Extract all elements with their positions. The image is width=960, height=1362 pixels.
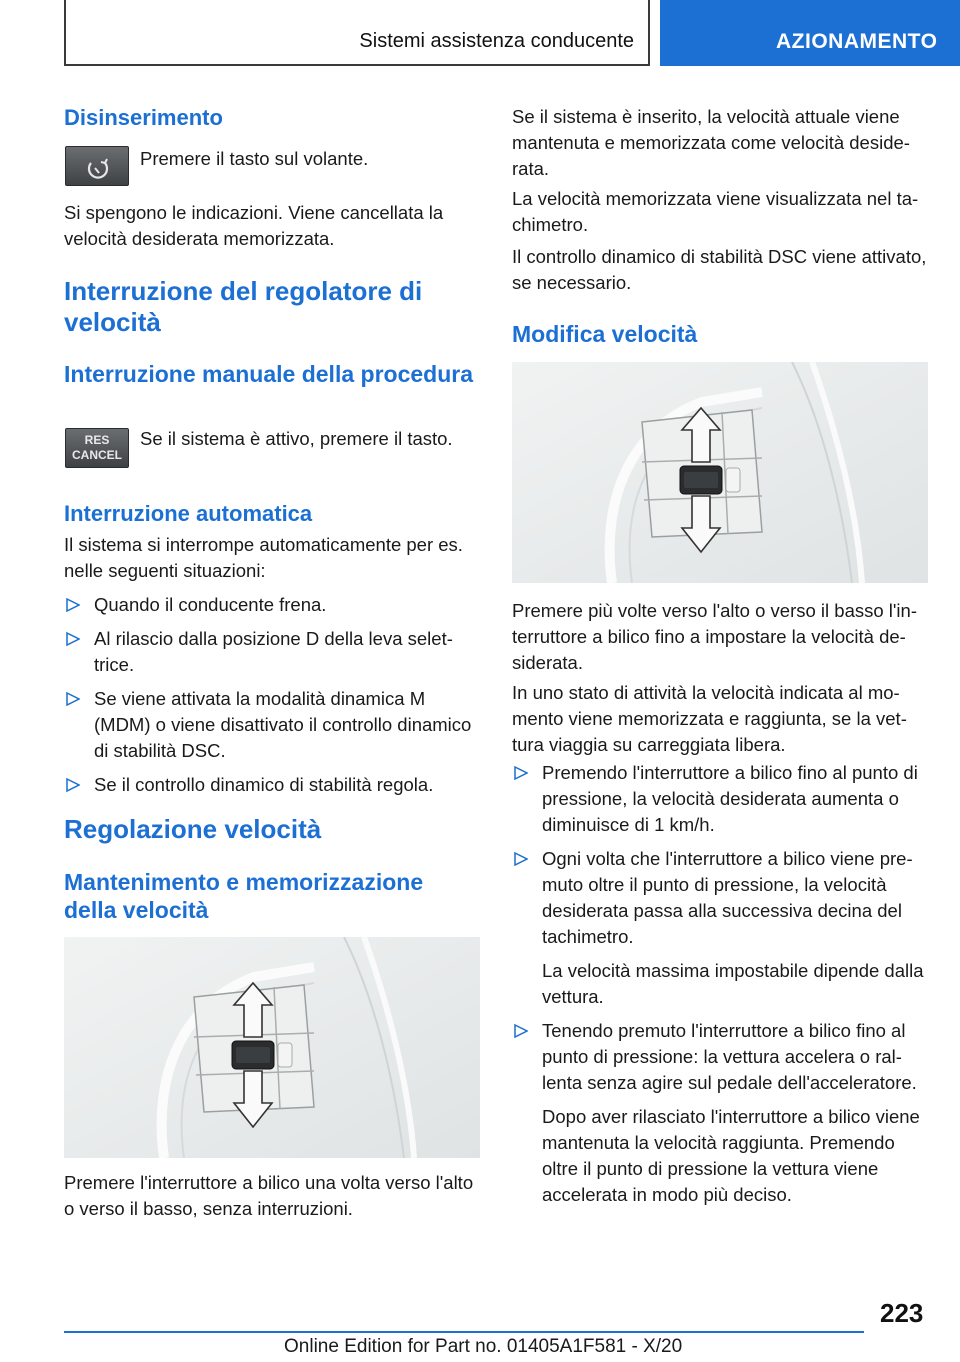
res-cancel-button-icon bbox=[65, 428, 129, 468]
modifica-paragraph-1: Premere più volte verso l'alto o verso il basso l'interruttore a bilico fino a impostare la velocità desiderata. bbox=[512, 600, 917, 673]
list-item: Quando il conducente frena. bbox=[64, 592, 480, 618]
manuale-heading: Interruzione manuale della procedura bbox=[64, 361, 473, 387]
automatica-heading: Interruzione automatica bbox=[64, 501, 313, 526]
list-item: Se il controllo dinamico di stabilità regola. bbox=[64, 772, 480, 798]
automatica-text: Il sistema si interrompe automaticamente per es. nelle seguenti situazioni: bbox=[64, 534, 463, 581]
interruzione-heading: Interruzione del regolatore di velocità bbox=[64, 276, 423, 337]
steering-button-icon bbox=[65, 146, 129, 186]
footer-divider bbox=[64, 1331, 864, 1333]
disinserimento-instruction: Premere il tasto sul volante. bbox=[140, 148, 369, 169]
modifica-paragraph-2: In uno stato di attività la velocità indicata al momento viene memorizzata e raggiunta, se la vettura viaggia su carreggiata libera. bbox=[512, 682, 907, 755]
modifica-list bbox=[512, 760, 928, 1216]
triangle-bullet-icon bbox=[66, 778, 80, 792]
disinserimento-heading: Disinserimento bbox=[64, 105, 223, 130]
mantenimento-heading: Mantenimento e memorizzazione della velocità bbox=[64, 869, 424, 923]
list-item: Premendo l'interruttore a bilico fino al punto di pressione, la velocità desiderata aumenta o diminuisce di 1 km/h. bbox=[512, 760, 928, 838]
right-paragraph-2: La velocità memorizzata viene visualizzata nel tachimetro. bbox=[512, 188, 919, 235]
res-label: RES bbox=[84, 433, 110, 447]
triangle-bullet-icon bbox=[514, 852, 528, 866]
right-paragraph-1: Se il sistema è inserito, la velocità attuale viene mantenuta e memorizzata come velocità desiderata. bbox=[512, 106, 910, 179]
list-item: Ogni volta che l'interruttore a bilico viene premuto oltre il punto di pressione, la velocità desiderata passa alla successiva decina del tachimetro. La velocità massima impostabile dipende dalla vettura. bbox=[512, 846, 928, 1010]
footer-edition: Online Edition for Part no. 01405A1F581 - X/20 bbox=[284, 1336, 683, 1357]
rocker-switch-illustration-2 bbox=[512, 362, 928, 583]
mantenimento-caption: Premere l'interruttore a bilico una volta verso l'alto o verso il basso, senza interruzioni. bbox=[64, 1172, 474, 1219]
disinserimento-text: Si spengono le indicazioni. Viene cancellata la velocità desiderata memorizzata. bbox=[64, 202, 444, 249]
triangle-bullet-icon bbox=[514, 766, 528, 780]
manuale-instruction: Se il sistema è attivo, premere il tasto. bbox=[140, 428, 453, 449]
list-item: Tenendo premuto l'interruttore a bilico fino al punto di pressione: la vettura accelera o rallenta senza agire sul pedale dell'acceleratore. Dopo aver rilasciato l'interruttore a bilico viene mantenuta la velocità raggiunta. Premendo oltre il punto di pressione la vettura viene accelerata in modo più deciso. bbox=[512, 1018, 928, 1208]
header-chapter-tab[interactable] bbox=[660, 0, 960, 66]
list-item-note: La velocità massima impostabile dipende dalla vettura. bbox=[542, 960, 924, 1007]
list-item-note: Dopo aver rilasciato l'interruttore a bilico viene mantenuta la velocità raggiunta. Premendo oltre il punto di pressione la vettura viene accelerata in modo più deciso. bbox=[542, 1106, 920, 1205]
list-item: Al rilascio dalla posizione D della leva selettrice. bbox=[64, 626, 480, 678]
page-number: 223 bbox=[880, 1298, 924, 1328]
list-item: Se viene attivata la modalità dinamica M (MDM) o viene disattivato il controllo dinamico di stabilità DSC. bbox=[64, 686, 480, 764]
header-chapter-title: AZIONAMENTO bbox=[776, 30, 938, 53]
cancel-label: CANCEL bbox=[72, 448, 122, 462]
triangle-bullet-icon bbox=[66, 632, 80, 646]
triangle-bullet-icon bbox=[66, 692, 80, 706]
rocker-switch-illustration bbox=[64, 937, 480, 1158]
triangle-bullet-icon bbox=[514, 1024, 528, 1038]
triangle-bullet-icon bbox=[66, 598, 80, 612]
regolazione-heading: Regolazione velocità bbox=[64, 814, 322, 844]
header-section-title: Sistemi assistenza conducente bbox=[359, 30, 634, 52]
header-section-box bbox=[64, 0, 650, 66]
modifica-heading: Modifica velocità bbox=[512, 321, 698, 347]
right-paragraph-3: Il controllo dinamico di stabilità DSC viene attivato, se necessario. bbox=[512, 246, 927, 293]
automatica-list bbox=[64, 592, 480, 806]
